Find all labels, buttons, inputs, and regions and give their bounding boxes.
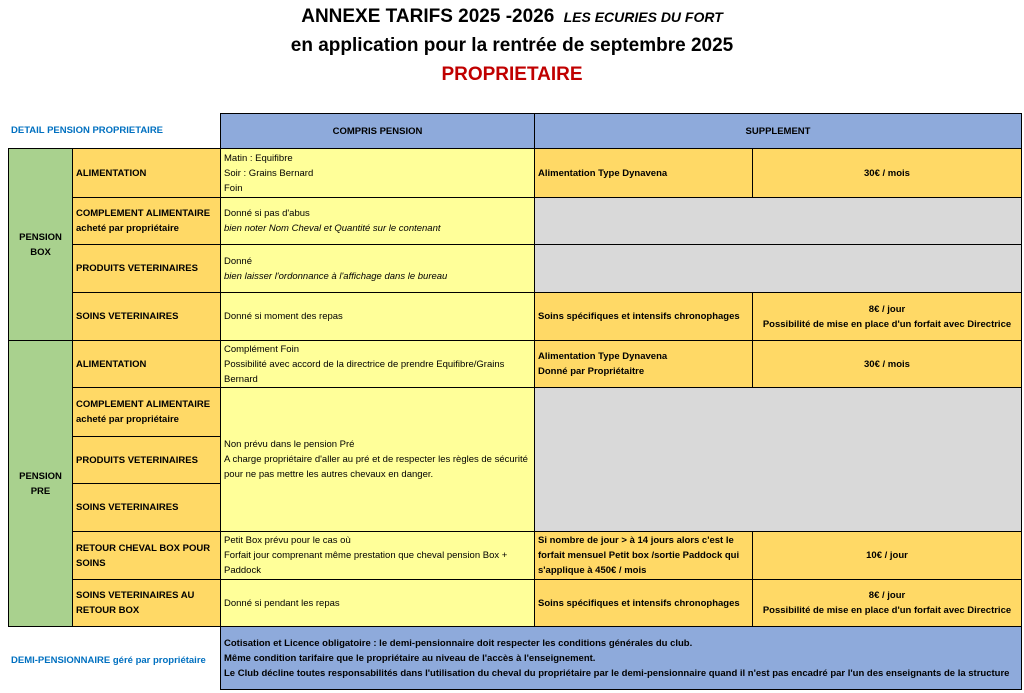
condition-line: Le Club décline toutes responsabilités dans l'utilisation du cheval du propriétaire par le demi-pensionnaire quand il n'est pas encadré par l'un des enseignants de la structure bbox=[224, 667, 1010, 679]
supp-line: Alimentation Type Dynavena bbox=[538, 351, 668, 362]
demi-pension-label-rest: géré par propriétaire bbox=[110, 654, 206, 666]
compris-line: A charge propriétaire d'aller au pré et de respecter les règles de sécurité pour ne pas mettre les autres chevaux en danger. bbox=[224, 454, 528, 480]
row-label-alimentation-pre: ALIMENTATION bbox=[72, 340, 221, 388]
pension-pre-label-line1: PENSION bbox=[19, 470, 62, 482]
compris-line: Possibilité avec accord de la directrice de prendre Equifibre/Grains Bernard bbox=[224, 358, 505, 385]
supplement-price-alimentation-box: 30€ / mois bbox=[752, 148, 1022, 198]
compris-soins-retour: Donné si pendant les repas bbox=[220, 579, 535, 627]
price-line: 8€ / jour bbox=[868, 303, 906, 315]
price-note: Possibilité de mise en place d'un forfait avec Directrice bbox=[762, 318, 1012, 330]
supp-line: Donné par Propriétaitre bbox=[538, 366, 645, 377]
compris-line: Matin : Equifibre bbox=[224, 152, 293, 164]
page-category: PROPRIETAIRE bbox=[441, 64, 583, 85]
table-corner-label: DETAIL PENSION PROPRIETAIRE bbox=[11, 124, 164, 136]
compris-line: Petit Box prévu pour le cas où bbox=[224, 535, 351, 546]
compris-line: Complément Foin bbox=[224, 343, 299, 355]
page-subtitle: en application pour la rentrée de septembre 2025 bbox=[290, 35, 734, 56]
row-label-soins-pre: SOINS VETERINAIRES bbox=[72, 483, 221, 532]
supplement-price-alimentation-pre: 30€ / mois bbox=[752, 340, 1022, 388]
compris-retour-box bbox=[220, 531, 535, 580]
compris-merged-pre bbox=[220, 387, 535, 532]
compris-line: Donné bbox=[224, 255, 252, 267]
supplement-empty-pre bbox=[534, 387, 1022, 532]
compris-line: Soir : Grains Bernard bbox=[224, 167, 314, 179]
compris-alimentation-box bbox=[220, 148, 535, 198]
condition-line: Même condition tarifaire que le propriétaire au niveau de l'accès à l'enseignement. bbox=[224, 652, 596, 664]
compris-soins-box: Donné si moment des repas bbox=[220, 292, 535, 341]
row-label-alimentation-box: ALIMENTATION bbox=[72, 148, 221, 198]
condition-line: Cotisation et Licence obligatoire : le demi-pensionnaire doit respecter les conditions générales du club. bbox=[224, 637, 693, 649]
title-main: ANNEXE TARIFS 2025 -2026 bbox=[301, 6, 555, 27]
row-label-retour-box: RETOUR CHEVAL BOX POUR SOINS bbox=[72, 531, 221, 580]
group-label-pension-box bbox=[8, 148, 73, 341]
column-header-compris: COMPRIS PENSION bbox=[220, 113, 535, 149]
supplement-price-retour-box: 10€ / jour bbox=[752, 531, 1022, 580]
demi-pension-label-text bbox=[11, 653, 217, 668]
supplement-empty-complement-box bbox=[534, 197, 1022, 245]
pension-box-label-line2: BOX bbox=[30, 246, 51, 258]
supplement-desc-retour-box: Si nombre de jour > à 14 jours alors c'est le forfait mensuel Petit box /sortie Paddock qui s'applique à 450€ / mois bbox=[534, 531, 753, 580]
compris-line: Donné si pas d'abus bbox=[224, 208, 310, 219]
supplement-price-soins-retour bbox=[752, 579, 1022, 627]
compris-line: Non prévu dans le pension Pré bbox=[224, 439, 355, 450]
pension-box-label-line1: PENSION bbox=[19, 231, 62, 243]
row-label-produits-box: PRODUITS VETERINAIRES bbox=[72, 244, 221, 293]
supplement-price-soins-box bbox=[752, 292, 1022, 341]
row-label-complement-box: COMPLEMENT ALIMENTAIRE acheté par propriétaire bbox=[72, 197, 221, 245]
compris-note: bien laisser l'ordonnance à l'affichage dans le bureau bbox=[224, 270, 448, 282]
supplement-desc-soins-retour: Soins spécifiques et intensifs chronophages bbox=[534, 579, 753, 627]
price-line: 8€ / jour bbox=[868, 590, 906, 601]
compris-complement-box bbox=[220, 197, 535, 245]
compris-produits-box bbox=[220, 244, 535, 293]
group-label-pension-pre bbox=[8, 340, 73, 627]
row-label-complement-pre: COMPLEMENT ALIMENTAIRE acheté par propriétaire bbox=[72, 387, 221, 437]
demi-pension-conditions bbox=[220, 626, 1022, 690]
supplement-desc-alimentation-pre bbox=[534, 340, 753, 388]
page-title bbox=[0, 6, 1024, 28]
supplement-empty-produits-box bbox=[534, 244, 1022, 293]
supplement-desc-soins-box: Soins spécifiques et intensifs chronophages bbox=[534, 292, 753, 341]
row-label-soins-box: SOINS VETERINAIRES bbox=[72, 292, 221, 341]
demi-pension-label bbox=[8, 634, 220, 686]
row-label-produits-pre: PRODUITS VETERINAIRES bbox=[72, 436, 221, 484]
supplement-desc-alimentation-box: Alimentation Type Dynavena bbox=[534, 148, 753, 198]
compris-note: bien noter Nom Cheval et Quantité sur le contenant bbox=[224, 223, 441, 234]
compris-line: Forfait jour comprenant même prestation que cheval pension Box + Paddock bbox=[224, 550, 508, 576]
title-stable-name: LES ECURIES DU FORT bbox=[563, 9, 723, 25]
column-header-supplement: SUPPLEMENT bbox=[534, 113, 1022, 149]
pension-pre-label-line2: PRE bbox=[30, 485, 51, 497]
row-label-soins-retour: SOINS VETERINAIRES AU RETOUR BOX bbox=[72, 579, 221, 627]
price-note: Possibilité de mise en place d'un forfait avec Directrice bbox=[762, 605, 1012, 616]
compris-line: Foin bbox=[224, 182, 243, 194]
compris-alimentation-pre bbox=[220, 340, 535, 388]
demi-pension-label-bold: DEMI-PENSIONNAIRE bbox=[11, 654, 111, 666]
